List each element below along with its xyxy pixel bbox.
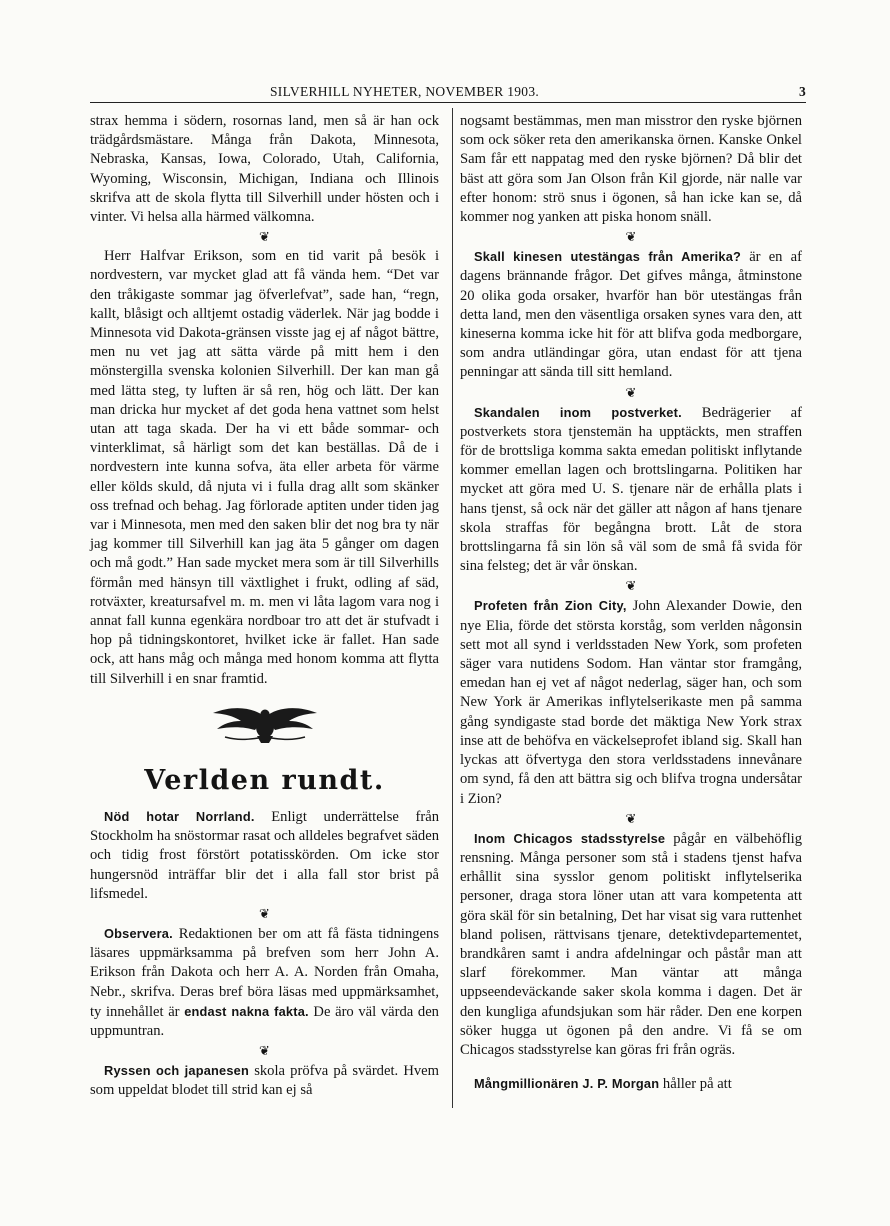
- article-norrland: Nöd hotar Norrland. Enligt underrättelse från Stockholm ha snöstormar rasat och alldeles begrafvet säden och tidig frost förstört potatisskörden. Om icke stor hungersnöd inträffar blir det i alla fall stor brist på lifsmedel.: [90, 808, 439, 902]
- eagle-ornament-icon: [205, 703, 325, 747]
- article-lead: Observera.: [104, 925, 173, 941]
- article-erikson: Herr Halfvar Erikson, som en tid varit på besök i nordvestern, var mycket glad att få vända hem. “Det var den tråkigaste sommar jag öfverlefvat”, sade han, “regn, kallt, blåsigt och alltjemt ostadig väderlek. När jag bodde i Minnesota vid Dakota-gränsen visste jag ej af något bättre, men nu vet jag att sätta värde på mitt hem i den mönstergilla svenska kolonien Silverhill. Der kan man gå med lätta steg, ty luften är så ren, hög och lätt. Der kan man dricka hur mycket af det goda hena vattnet som helst utan att taga skada. Der ha vi ett både sommar- och vinterklimat, så härligt som det kan beställas. Då de i nordvestern inte kunna sofva, äta eller arbeta för värme eller kölds skuld, då njuta vi i fulla drag allt som skänker oss trefnad och behag. Jag förlorade aptiten under tiden jag var i Minnesota, men med den saken blir det nog bra ty när jag kommer till Silverhill kan jag äta 5 gånger om dagen och må godt.” Han sade mycket mera som är till Silverhills förmån med hänsyn till växtlighet i frukt, odling af säd, rotväxter, kreatursafvel m. m. men vi låta lagom vara nog i annat fall kunna egenkära nordboar tro att det är stufvadt i hop på tidningskontoret, hvilket icke är fallet. Han sade ock, att hans måg och många med honom komma att flytta till Silverhill i en snar framtid.: [90, 248, 439, 687]
- section-title: Verlden rundt.: [144, 764, 385, 796]
- article-intro-cont: strax hemma i södern, rosornas land, men så är han ock trädgårdsmästare. Många från Dakota, Minnesota, Nebraska, Kansas, Iowa, Colorado, Utah, California, Wyoming, Wisconsin, Michigan, Indiana och Illinois skrifva att de skola flytta till Silverhill under hösten och i vinter. Vi helsa alla härmed välkomna.: [90, 113, 439, 226]
- separator-ornament-icon: ❦: [259, 229, 270, 245]
- article-ryssen-cont: nogsamt bestämmas, men man misstror den ryske björnen som ock söker reta den amerikanska örnen. Kanske Onkel Sam får ett nappatag med den ryske björnen? Då blir det bäst att göra som Jan Olson från Kil gjorde, när nalle var efter honom: strö snus i ögonen, så han icke kan se, då kommer nog yanken att piska honom snäll.: [460, 113, 802, 226]
- bold-phrase: endast nakna fakta.: [184, 1003, 309, 1019]
- left-column: [90, 112, 439, 1101]
- article-lead: Nöd hotar Norrland.: [104, 808, 255, 824]
- article-lead: Skandalen inom postverket.: [474, 404, 682, 420]
- spacer: [460, 1060, 802, 1074]
- article-chicago: Inom Chicagos stadsstyrelse pågår en välbehöflig rensning. Många personer som stå i stadens tjenst hafva erhållit sina sysslor genom politiskt inflytelserika personer, draga stora löner utan att vara kompetenta att göra skäl för sin betalning, Det har visat sig vara ruttenhet bland polisen, rättvisans tjenare, detektivdepartementet, brandkåren samt i andra afdelningar och påstår man att slarf förekommer. Man väntar att många uppseendeväckande saker skola komma i dagen. Det är den kungliga afundsjukan som här råder. Den ene korpen söker hugga ut ögonen på den andre. Vi få se om Chicagos stadsstyrelse kan göras fri från ogräs.: [460, 830, 803, 1058]
- article-profeten: Profeten från Zion City, John Alexander Dowie, den nye Elia, förde det största korståg, som verlden någonsin sett mot all synd i verldsstaden New York, som profeten säger vara nutidens Sodom. Han väntar stor framgång, emedan han ej vet af något nederlag, säger han, och som New York är Amerikas inflytelserikaste men på samma gång syndigaste stad borde det mäktiga New York strax inse att de behöfva en väckelseprofet ibland sig. Skall han lyckas att öfvertyga den stora verldsstadens innevånare om synd, få den att bättra sig och blifva trogna undersåtar i Zion?: [460, 598, 802, 807]
- article-lead: Profeten från Zion City,: [474, 598, 627, 614]
- separator-ornament-icon: ❦: [259, 905, 270, 921]
- separator-ornament-icon: ❦: [259, 1043, 270, 1059]
- right-column: [460, 112, 802, 1094]
- column-rule: [452, 108, 453, 1108]
- page-header: [90, 80, 806, 102]
- page-number: 3: [798, 84, 806, 99]
- separator-ornament-icon: ❦: [625, 384, 637, 400]
- header-rule: [90, 102, 806, 103]
- running-title: SILVERHILL NYHETER, NOVEMBER 1903.: [270, 84, 540, 99]
- article-ryssen: Ryssen och japanesen skola pröfva på svärdet. Hvem som uppeldat blodet till strid kan ej så: [90, 1063, 439, 1099]
- article-lead: Skall kinesen utestängas från Amerika?: [474, 249, 742, 265]
- article-kinesen: Skall kinesen utestängas från Amerika? är en af dagens brännande frågor. Det gifves många, åtminstone 20 olika goda orsaker, hvarför han bör utestängas från detta land, men den väsentliga orsaken synes vara den, att kineserna komma icke hit för att blifva goda medborgare, som andra utländingar göra, utan endast för att tjena penningar att sända till sitt hemland.: [460, 249, 802, 381]
- separator-ornament-icon: ❦: [625, 810, 637, 826]
- article-skandalen: Skandalen inom postverket. Bedrägerier af postverkets stora tjenstemän ha upptäckts, men straffen för de brottsliga komma sakta emedan politiskt inflytande kommer emellan lagen och brottslingarna. Politiken har mycket att göra med U. S. tjenare när de erhålla plats i hans tjenst, så ock när det gäller att någon af hans tjenare skola straffas för begångna brott. Låt de stora brottslingarna få sin lön så väl som de små få svida för sina felsteg; det är vår önskan.: [460, 404, 802, 575]
- article-lead: Ryssen och japanesen: [104, 1063, 250, 1079]
- article-lead: Mångmillionären J. P. Morgan: [474, 1076, 660, 1092]
- article-morgan: Mångmillionären J. P. Morgan håller på att: [474, 1076, 732, 1093]
- separator-ornament-icon: ❦: [625, 229, 637, 245]
- separator-ornament-icon: ❦: [625, 578, 637, 594]
- article-observera: Observera. Redaktionen ber om att få fästa tidningens läsares uppmärksamma på brefven som herr John A. Erikson från Dakota och herr A. A. Norden från Omaha, Nebr., skrifva. Deras bref böra läsas med uppmärksamhet, ty innehållet är endast nakna fakta. De äro väl värda den uppmuntran.: [90, 925, 439, 1039]
- article-lead: Inom Chicagos stadsstyrelse: [474, 830, 666, 846]
